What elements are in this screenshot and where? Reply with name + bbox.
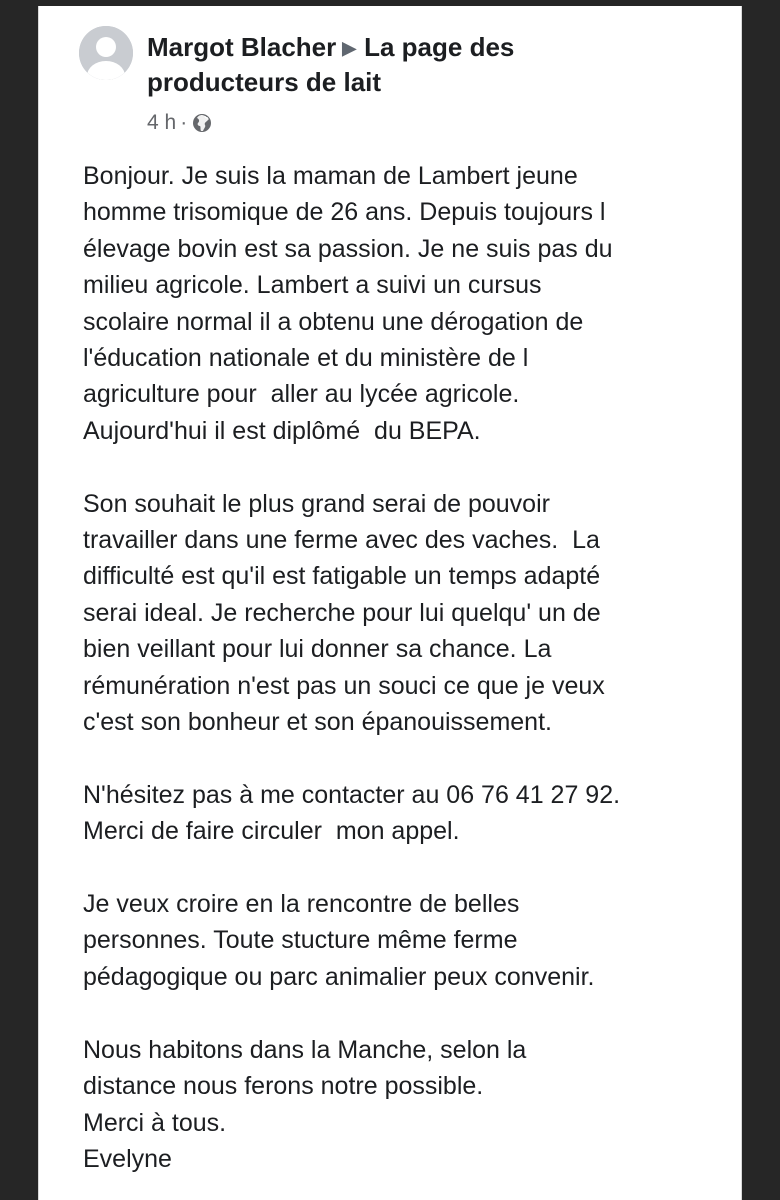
text-line: Merci à tous. <box>83 1108 227 1137</box>
text-line: difficulté est qu'il est fatigable un temps adapté <box>83 562 601 591</box>
paragraph <box>83 486 723 741</box>
post-text <box>83 158 723 1177</box>
default-avatar-icon <box>79 26 133 80</box>
text-line: personnes. Toute stucture même ferme <box>83 926 518 955</box>
avatar[interactable] <box>79 26 133 80</box>
post-header <box>147 30 707 99</box>
text-line: N'hésitez pas à me contacter au 06 76 41 27 92. <box>83 780 621 809</box>
text-line: scolaire normal il a obtenu une dérogation de <box>83 307 584 336</box>
text-line: distance nous ferons notre possible. <box>83 1072 484 1101</box>
text-line: rémunération n'est pas un souci ce que je veux <box>83 671 605 700</box>
text-line: Merci de faire circuler mon appel. <box>83 817 460 846</box>
text-line: Son souhait le plus grand serai de pouvoir <box>83 489 550 518</box>
paragraph <box>83 1032 723 1178</box>
text-line: pédagogique ou parc animalier peux convenir. <box>83 962 595 991</box>
author-name[interactable]: Margot Blacher <box>147 32 337 62</box>
text-line: milieu agricole. Lambert a suivi un cursus <box>83 271 542 300</box>
text-line: homme trisomique de 26 ans. Depuis toujours l <box>83 198 606 227</box>
post-meta <box>147 110 212 136</box>
text-line: Aujourd'hui il est diplômé du BEPA. <box>83 416 481 445</box>
text-line: bien veillant pour lui donner sa chance. La <box>83 635 552 664</box>
text-line: Bonjour. Je suis la maman de Lambert jeune <box>83 162 578 190</box>
text-line: Nous habitons dans la Manche, selon la <box>83 1035 527 1064</box>
text-line: l'éducation nationale et du ministère de l <box>83 344 529 373</box>
paragraph <box>83 777 723 850</box>
text-line: travailler dans une ferme avec des vaches. La <box>83 526 600 555</box>
globe-icon <box>192 113 212 133</box>
text-line: agriculture pour aller au lycée agricole. <box>83 380 520 409</box>
right-triangle-arrow-icon: ▶ <box>342 38 357 58</box>
paragraph <box>83 886 723 995</box>
meta-separator: · <box>180 111 188 134</box>
post-card <box>38 6 742 1200</box>
paragraph <box>83 158 723 449</box>
text-line: élevage bovin est sa passion. Je ne suis pas du <box>83 234 613 263</box>
text-line: c'est son bonheur et son épanouissement. <box>83 708 552 737</box>
post-timestamp[interactable]: 4 h <box>147 111 177 134</box>
text-line: Je veux croire en la rencontre de belles <box>83 890 520 919</box>
group-name-line2[interactable]: producteurs de lait <box>147 67 382 97</box>
text-line: serai ideal. Je recherche pour lui quelqu' un de <box>83 598 601 627</box>
group-name-line1[interactable]: La page des <box>364 32 515 62</box>
text-line: Evelyne <box>83 1144 172 1173</box>
